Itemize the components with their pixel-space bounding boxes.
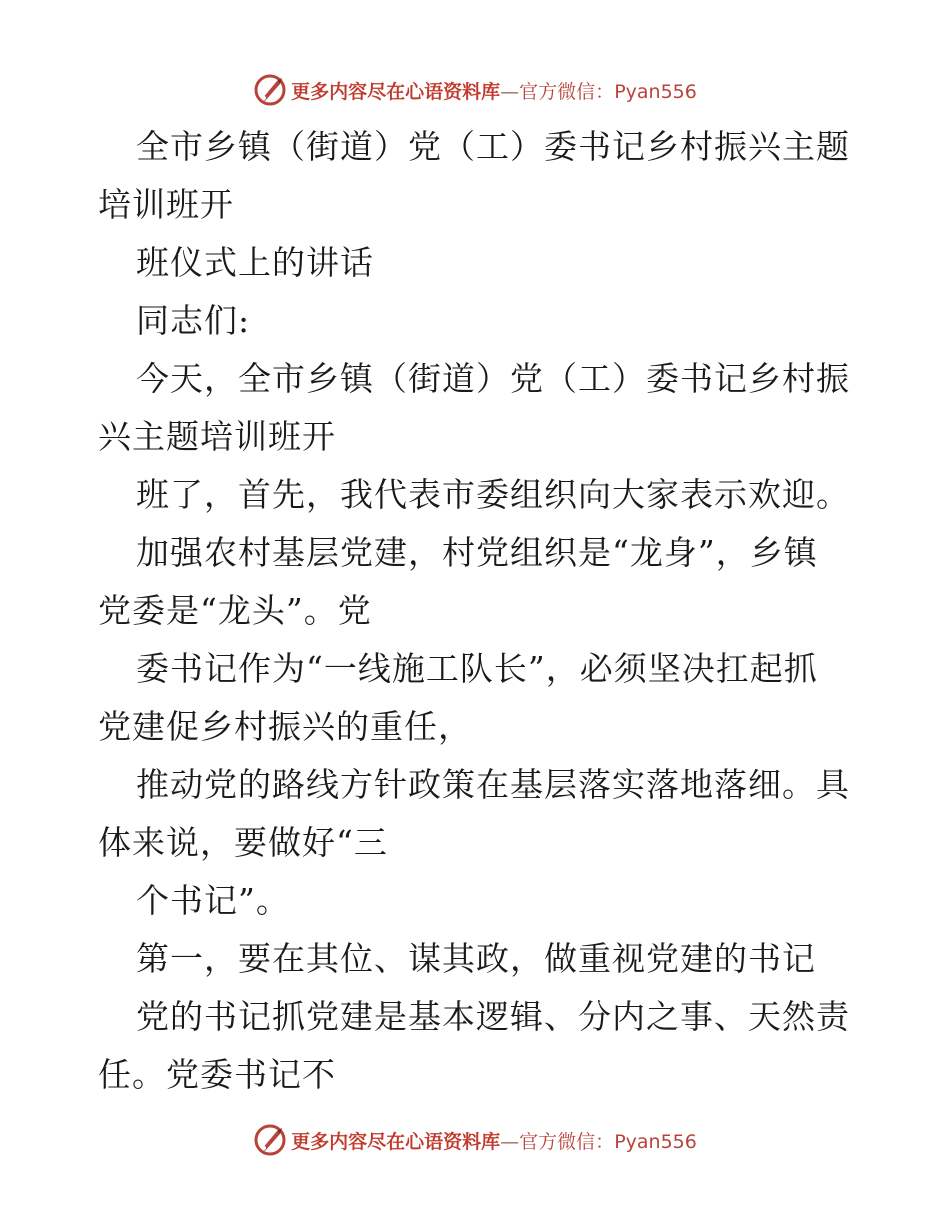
watermark-banner-bottom	[0, 1120, 950, 1160]
watermark-text	[291, 77, 697, 104]
document-line: 培训班开	[98, 185, 234, 224]
watermark-wechat-id: Pyan556	[614, 80, 697, 103]
watermark-separator: —	[500, 1130, 520, 1153]
document-line: 党建促乡村振兴的重任，	[98, 707, 472, 746]
watermark-wechat-id: Pyan556	[614, 1130, 697, 1153]
quill-logo-icon	[253, 1123, 287, 1157]
document-line: 第一，要在其位、谋其政，做重视党建的书记	[136, 939, 816, 978]
document-line: 党委是“龙头”。党	[98, 591, 372, 630]
document-body	[98, 118, 858, 1104]
document-line: 同志们:	[136, 301, 251, 340]
document-line: 任。党委书记不	[98, 1055, 336, 1094]
document-line: 今天，全市乡镇（街道）党（工）委书记乡村振	[136, 359, 850, 398]
watermark-text	[291, 1127, 697, 1154]
watermark-banner-top	[0, 70, 950, 110]
document-line: 委书记作为“一线施工队长”，必须坚决扛起抓	[136, 649, 818, 688]
watermark-main-text: 更多内容尽在心语资料库	[291, 1130, 501, 1153]
quill-logo-icon	[253, 73, 287, 107]
document-line: 加强农村基层党建，村党组织是“龙身”，乡镇	[136, 533, 818, 572]
document-line: 班仪式上的讲话	[136, 243, 374, 282]
document-line: 体来说，要做好“三	[98, 823, 388, 862]
document-line: 个书记”。	[136, 881, 290, 920]
document-line: 推动党的路线方针政策在基层落实落地落细。具	[136, 765, 850, 804]
document-line: 兴主题培训班开	[98, 417, 336, 456]
document-line: 全市乡镇（街道）党（工）委书记乡村振兴主题	[136, 127, 850, 166]
watermark-suffix-text: 官方微信：	[519, 1130, 615, 1153]
watermark-suffix-text: 官方微信：	[519, 80, 615, 103]
document-line: 班了，首先，我代表市委组织向大家表示欢迎。	[136, 475, 850, 514]
watermark-main-text: 更多内容尽在心语资料库	[291, 80, 501, 103]
watermark-separator: —	[500, 80, 520, 103]
document-line: 党的书记抓党建是基本逻辑、分内之事、天然责	[136, 997, 850, 1036]
